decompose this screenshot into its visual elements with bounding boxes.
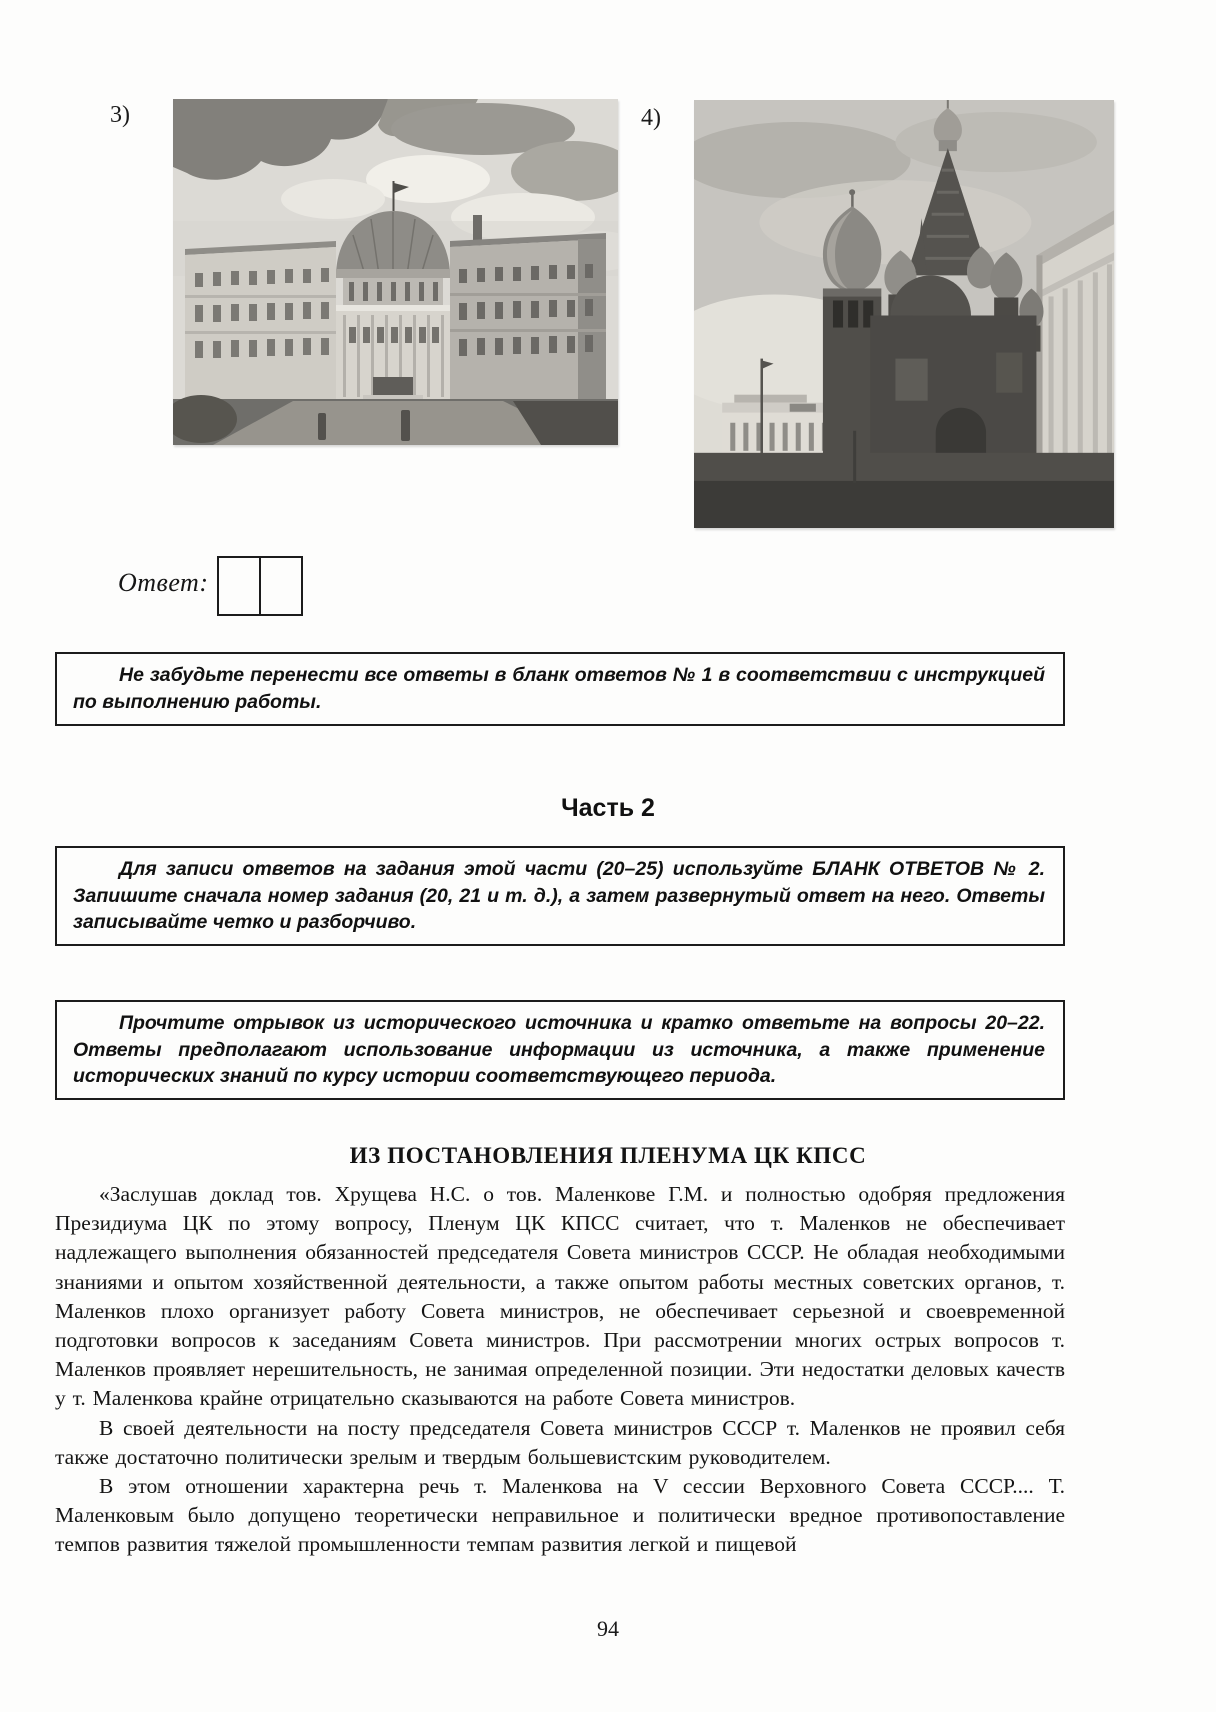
document-body — [55, 1180, 1065, 1560]
option-3-label: 3) — [110, 102, 130, 128]
document-paragraph: В этом отношении характерна речь т. Маленкова на V сессии Верховного Совета СССР.... Т. Маленковым было допущено теоретически неправильное и политически вредное противопоставление темпов развития тяжелой промышленности темпам развития легкой и пищевой — [55, 1474, 1065, 1557]
answer-label: Ответ: — [118, 568, 209, 597]
document-paragraph: «Заслушав доклад тов. Хрущева Н.С. о тов. Маленкове Г.М. и полностью одобряя предложения Президиума ЦК по этому вопросу, Пленум ЦК КПСС считает, что т. Маленков не обеспечивает надлежащего выполнения обязанностей председателя Совета министров СССР. Не обладая необходимыми знаниями и опытом хозяйственной деятельности, а также опытом работы местных советских органов, т. Маленков плохо организует работу Совета министров, не обеспечивает серьезной и своевременной подготовки вопросов к заседаниям Совета министров. При рассмотрении многих острых вопросов т. Маленков проявляет нерешительность, не занимая определенной позиции. Эти недостатки деловых качеств у т. Маленкова крайне отрицательно сказываются на работе Совета министров. — [55, 1182, 1065, 1411]
answer-cell-2[interactable] — [261, 558, 301, 614]
church-savior-on-spilled-blood-photo — [694, 100, 1114, 528]
answer-box — [217, 556, 303, 616]
page-number: 94 — [597, 1616, 619, 1641]
option-3-photo — [173, 99, 618, 445]
answer-cell-1[interactable] — [219, 558, 261, 614]
option-4-label: 4) — [641, 105, 661, 131]
right-wing — [450, 233, 606, 403]
kremlin-senate-building-photo — [173, 99, 618, 445]
document-title: ИЗ ПОСТАНОВЛЕНИЯ ПЛЕНУМА ЦК КПСС — [349, 1143, 867, 1168]
document-paragraph: В своей деятельности на посту председателя Совета министров СССР т. Маленков не проявил себя также достаточно политически зрелым и твердым большевистским руководителем. — [55, 1415, 1065, 1469]
part2-instructions-notice: Для записи ответов на задания этой части (20–25) используйте БЛАНК ОТВЕТОВ № 2. Запишите сначала номер задания (20, 21 и т. д.), а затем развернутый ответ на него. Ответы записывайте четко и разборчиво. — [55, 846, 1065, 946]
part2-heading: Часть 2 — [561, 794, 655, 822]
transfer-answers-notice: Не забудьте перенести все ответы в бланк ответов № 1 в соответствии с инструкцией по выполнению работы. — [55, 652, 1065, 726]
source-instructions-notice: Прочтите отрывок из исторического источника и кратко ответьте на вопросы 20–22. Ответы предполагают использование информации из источника, а также применение исторических знаний по курсу истории соответствующего периода. — [55, 1000, 1065, 1100]
option-4-photo — [694, 100, 1114, 528]
left-wing — [185, 241, 336, 403]
